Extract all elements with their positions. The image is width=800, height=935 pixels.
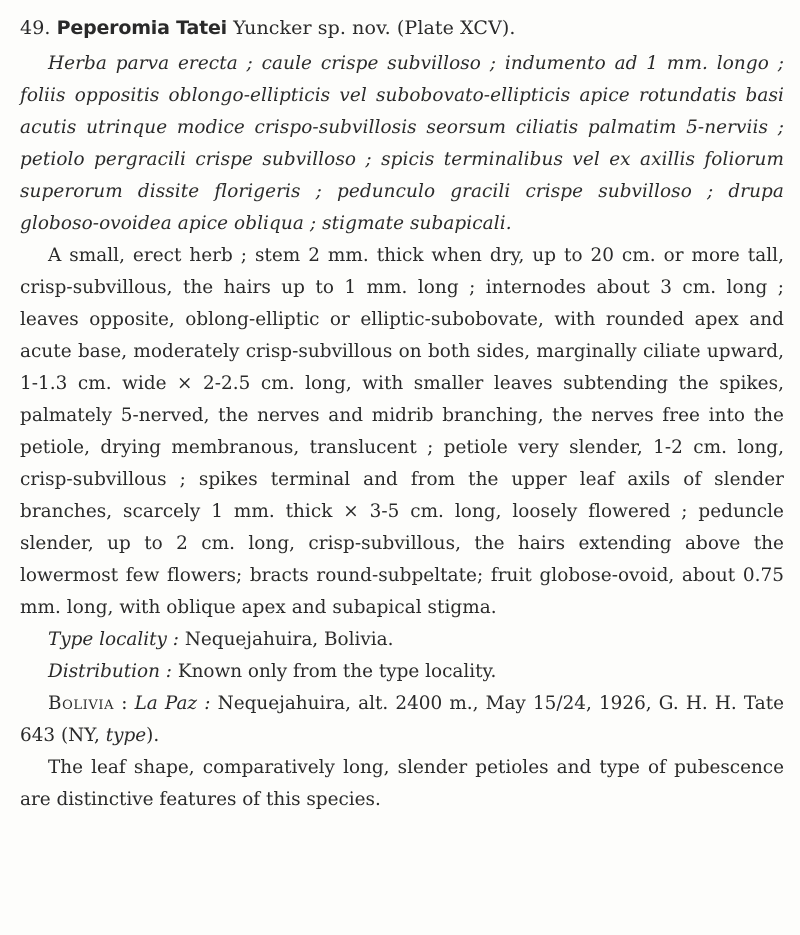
type-locality-value: Nequejahuira, Bolivia.	[184, 629, 394, 650]
specimen-country: Bolivia	[48, 693, 115, 714]
distribution	[20, 656, 784, 688]
species-authority: Yuncker sp. nov. (Plate XCV).	[233, 17, 516, 39]
species-number: 49.	[20, 17, 51, 39]
type-locality-label: Type locality :	[48, 629, 179, 650]
specimen-type-word: type	[105, 725, 147, 746]
specimen-end: ).	[146, 725, 160, 746]
distribution-label: Distribution :	[48, 661, 172, 682]
english-description: A small, erect herb ; stem 2 mm. thick when dry, up to 20 cm. or more tall, crisp-subvillous, the hairs up to 1 mm. long ; internodes about 3 cm. long ; leaves opposite, oblong-elliptic or elliptic-subobovate, with rounded apex and acute base, moderately crisp-subvillous on both sides, marginally ciliate upward, 1-1.3 cm. wide × 2-2.5 cm. long, with smaller leaves subtending the spikes, palmately 5-nerved, the nerves and midrib branching, the nerves free into the petiole, drying membranous, translucent ; petiole very slender, 1-2 cm. long, crisp-subvillous ; spikes terminal and from the upper leaf axils of slender branches, scarcely 1 mm. thick × 3-5 cm. long, loosely flowered ; peduncle slender, up to 2 cm. long, crisp-subvillous, the hairs extending above the lowermost few flowers; bracts round-subpeltate; fruit globose-ovoid, about 0.75 mm. long, with oblique apex and subapical stigma.	[20, 245, 784, 618]
specimen-citation	[20, 688, 784, 752]
specimen-department: La Paz :	[134, 693, 211, 714]
closing-note: The leaf shape, comparatively long, slender petioles and type of pubescence are distinctive features of this species.	[20, 757, 784, 810]
distribution-value: Known only from the type locality.	[177, 661, 497, 682]
latin-diagnosis: Herba parva erecta ; caule crispe subvilloso ; indumento ad 1 mm. longo ; foliis oppositis oblongo-ellipticis vel subobovato-ellipticis apice rotundatis basi acutis utrinque modice crispo-subvillosis seorsum ciliatis palmatim 5-nerviis ; petiolo pergracili crispe subvilloso ; spicis terminalibus vel ex axillis foliorum superorum dissite florigeris ; pedunculo gracili crispe subvilloso ; drupa globoso-ovoidea apice obliqua ; stigmate subapicali.	[20, 53, 784, 234]
species-entry	[20, 12, 784, 816]
type-locality	[20, 624, 784, 656]
specimen-details: Nequejahuira, alt. 2400 m., May 15/24, 1926, G. H. H. Tate 643 (NY,	[20, 693, 784, 746]
species-name: Peperomia Tatei	[56, 17, 227, 39]
species-heading	[20, 12, 784, 44]
specimen-country-sep: :	[114, 693, 135, 714]
